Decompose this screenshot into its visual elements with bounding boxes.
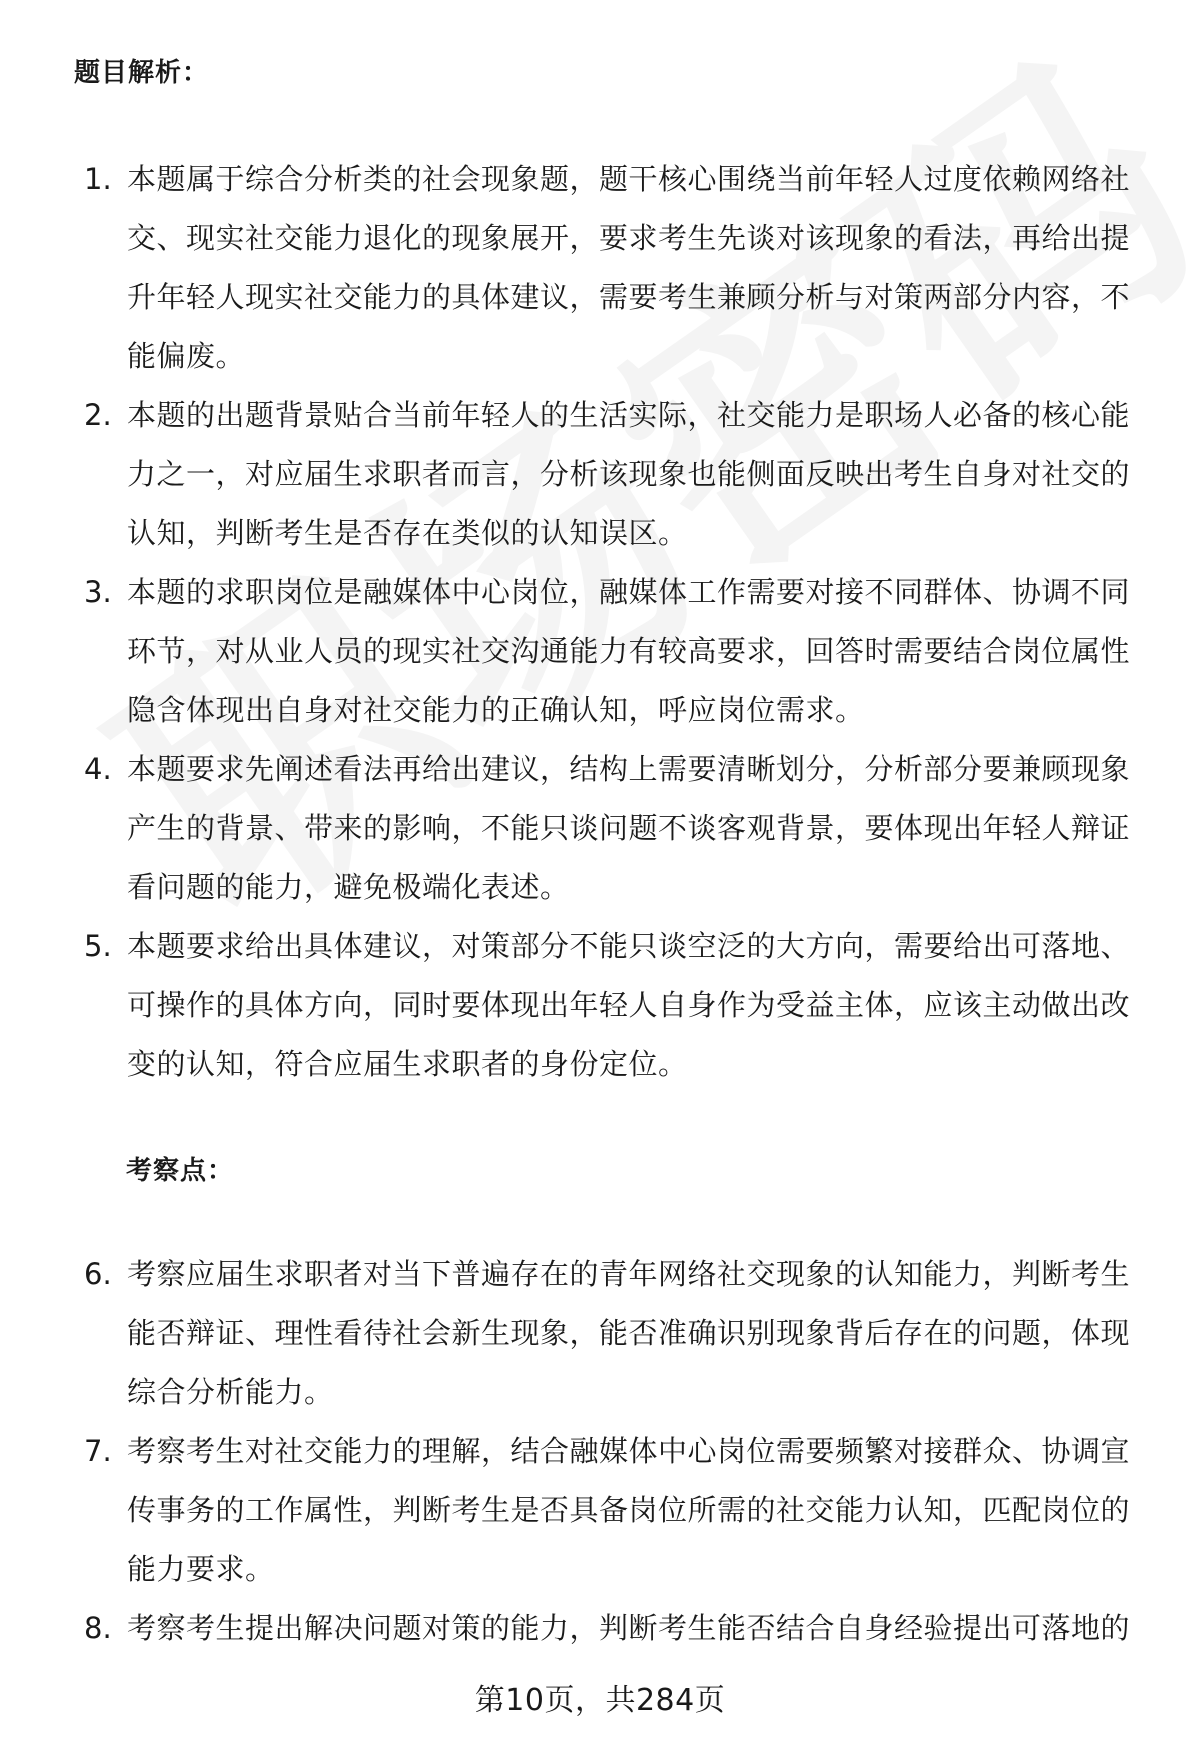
item-text: 考察考生对社交能力的理解，结合融媒体中心岗位需要频繁对接群众、协调宣传事务的工作属性，判断考生是否具备岗位所需的社交能力认知，匹配岗位的能力要求。	[127, 1434, 1131, 1586]
list-item	[0, 563, 1200, 740]
list-item	[0, 1245, 1200, 1422]
item-text: 本题的求职岗位是融媒体中心岗位，融媒体工作需要对接不同群体、协调不同环节，对从业人员的现实社交沟通能力有较高要求，回答时需要结合岗位属性隐含体现出自身对社交能力的正确认知，呼应岗位需求。	[127, 575, 1131, 727]
item-number: 3.	[84, 575, 112, 609]
item-text: 考察考生提出解决问题对策的能力，判断考生能否结合自身经验提出可落地的	[127, 1611, 1131, 1645]
item-number: 1.	[84, 162, 112, 196]
section-heading-analysis: 题目解析：	[74, 58, 210, 88]
item-number: 5.	[84, 929, 112, 963]
item-number: 4.	[84, 752, 112, 786]
list-item	[0, 150, 1200, 386]
list-item	[0, 917, 1200, 1094]
item-text: 考察应届生求职者对当下普遍存在的青年网络社交现象的认知能力，判断考生能否辩证、理性看待社会新生现象，能否准确识别现象背后存在的问题，体现综合分析能力。	[127, 1257, 1131, 1409]
analysis-list	[0, 150, 1200, 1094]
item-number: 7.	[84, 1434, 112, 1468]
list-item	[0, 1422, 1200, 1599]
assessment-list	[0, 1245, 1200, 1658]
page-footer: 第10页，共284页	[474, 1683, 726, 1718]
list-item	[0, 1599, 1200, 1658]
item-number: 8.	[84, 1611, 112, 1645]
list-item	[0, 740, 1200, 917]
item-text: 本题的出题背景贴合当前年轻人的生活实际，社交能力是职场人必备的核心能力之一，对应届生求职者而言，分析该现象也能侧面反映出考生自身对社交的认知，判断考生是否存在类似的认知误区。	[127, 398, 1131, 550]
section-heading-assessment: 考察点：	[126, 1156, 235, 1186]
item-text: 本题属于综合分析类的社会现象题，题干核心围绕当前年轻人过度依赖网络社交、现实社交能力退化的现象展开，要求考生先谈对该现象的看法，再给出提升年轻人现实社交能力的具体建议，需要考生兼顾分析与对策两部分内容，不能偏废。	[127, 162, 1131, 373]
list-item	[0, 386, 1200, 563]
item-number: 2.	[84, 398, 112, 432]
item-text: 本题要求给出具体建议，对策部分不能只谈空泛的大方向，需要给出可落地、可操作的具体方向，同时要体现出年轻人自身作为受益主体，应该主动做出改变的认知，符合应届生求职者的身份定位。	[127, 929, 1131, 1081]
item-text: 本题要求先阐述看法再给出建议，结构上需要清晰划分，分析部分要兼顾现象产生的背景、带来的影响，不能只谈问题不谈客观背景，要体现出年轻人辩证看问题的能力，避免极端化表述。	[127, 752, 1131, 904]
item-number: 6.	[84, 1257, 112, 1291]
